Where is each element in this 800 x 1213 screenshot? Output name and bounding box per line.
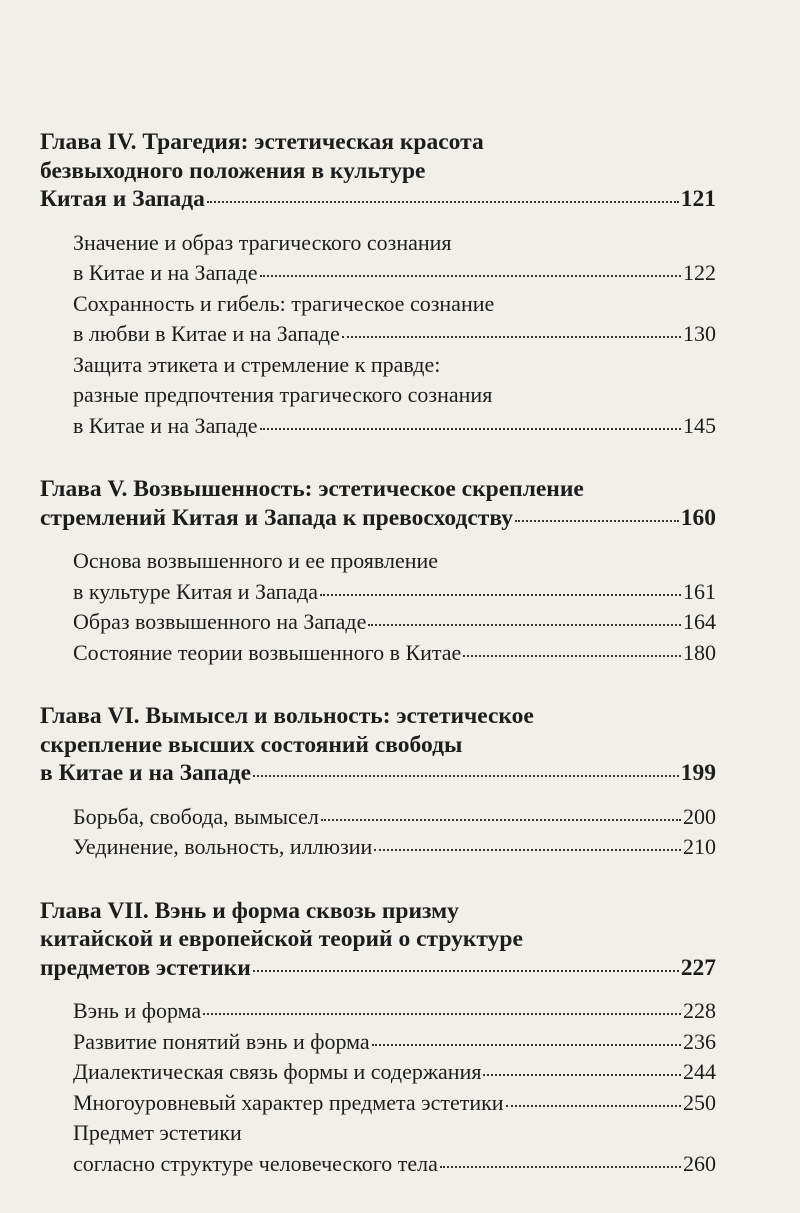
- section-title-text: в Китае и на Западе: [73, 412, 258, 438]
- dot-leader: [515, 519, 679, 522]
- page-number: 228: [683, 998, 716, 1023]
- section-entry: [73, 1027, 716, 1058]
- section-title-line: Основа возвышенного и ее проявление: [73, 548, 439, 573]
- chapter-entry: [40, 702, 716, 863]
- page-number: 121: [680, 186, 716, 212]
- section-title-text: Состояние теории возвышенного в Китае: [73, 639, 462, 665]
- dot-leader: [260, 274, 681, 277]
- section-title-line: Сохранность и гибель: трагическое сознание: [73, 290, 495, 316]
- section-entry: [73, 638, 716, 669]
- section-title-text: согласно структуре человеческого тела: [73, 1150, 438, 1176]
- chapter-title-text: в Китае и на Западе: [40, 760, 252, 786]
- dot-leader: [203, 1012, 681, 1015]
- chapter-title-text: Китая и Запада: [40, 186, 205, 212]
- section-title-text: Развитие понятий вэнь и форма: [73, 1028, 370, 1054]
- dot-leader: [260, 427, 681, 430]
- section-title-text: Вэнь и форма: [73, 998, 202, 1023]
- section-title-text: Уединение, вольность, иллюзии: [73, 834, 373, 859]
- chapter-title-last-line: [40, 504, 716, 533]
- chapter-title-line: Глава VII. Вэнь и форма сквозь призму: [40, 897, 459, 924]
- page-number: 160: [680, 504, 716, 531]
- page-number: 244: [683, 1059, 716, 1084]
- section-title-last-line: [73, 1149, 716, 1180]
- section-title-line: Защита этикета и стремление к правде:: [73, 351, 441, 377]
- page-number: 200: [683, 803, 716, 829]
- chapter-title-line: безвыходного положения в культуре: [40, 157, 426, 184]
- page-number: 227: [680, 954, 716, 981]
- page-number: 164: [683, 609, 716, 634]
- dot-leader: [506, 1104, 681, 1107]
- section-title-last-line: [73, 1027, 716, 1058]
- page-number: 250: [683, 1089, 716, 1115]
- dot-leader: [253, 969, 679, 972]
- section-list: [40, 228, 716, 442]
- page-number: 260: [683, 1150, 716, 1176]
- dot-leader: [440, 1165, 681, 1168]
- section-entry: [73, 607, 716, 638]
- section-title-text: в культуре Китая и Запада: [73, 578, 319, 604]
- page-number: 122: [683, 260, 716, 285]
- section-title-last-line: [73, 411, 716, 442]
- section-list: [40, 802, 716, 863]
- dot-leader: [374, 848, 681, 851]
- page-number: 161: [683, 578, 716, 604]
- chapter-title-last-line: [40, 759, 716, 788]
- chapter-entry: [40, 475, 716, 668]
- section-title-last-line: [73, 319, 716, 350]
- chapter-title-line: Глава V. Возвышенность: эстетическое скрепление: [40, 476, 584, 502]
- page-number: 199: [680, 760, 716, 786]
- page-number: 180: [683, 639, 716, 665]
- section-list: [40, 996, 716, 1179]
- section-title-line: разные предпочтения трагического сознания: [73, 382, 493, 407]
- section-title-last-line: [73, 577, 716, 608]
- dot-leader: [253, 774, 679, 777]
- section-entry: [73, 802, 716, 833]
- page-number: 236: [683, 1028, 716, 1054]
- chapter-title-line: китайской и европейской теорий о структуре: [40, 926, 523, 952]
- section-entry: [73, 832, 716, 863]
- section-entry: [73, 289, 716, 350]
- section-title-last-line: [73, 996, 716, 1027]
- chapter-title-text: предметов эстетики: [40, 954, 251, 981]
- table-of-contents: [40, 128, 716, 1213]
- section-entry: [73, 350, 716, 442]
- section-entry: [73, 1118, 716, 1179]
- section-list: [40, 546, 716, 668]
- chapter-entry: [40, 897, 716, 1180]
- section-title-last-line: [73, 832, 716, 863]
- dot-leader: [372, 1043, 681, 1046]
- section-title-line: Значение и образ трагического сознания: [73, 229, 452, 255]
- chapter-entry: [40, 128, 716, 441]
- chapter-title-line: Глава VI. Вымысел и вольность: эстетическое: [40, 703, 534, 729]
- dot-leader: [368, 623, 681, 626]
- chapter-title-last-line: [40, 954, 716, 983]
- section-title-text: в любви в Китае и на Западе: [73, 321, 340, 346]
- page-number: 130: [683, 321, 716, 346]
- section-title-last-line: [73, 1057, 716, 1088]
- section-title-last-line: [73, 1088, 716, 1119]
- section-entry: [73, 996, 716, 1027]
- section-title-text: Диалектическая связь формы и содержания: [73, 1059, 482, 1084]
- section-title-last-line: [73, 638, 716, 669]
- dot-leader: [207, 200, 679, 203]
- section-title-text: Образ возвышенного на Западе: [73, 609, 367, 634]
- section-title-text: Многоуровневый характер предмета эстетики: [73, 1089, 504, 1115]
- chapter-title-line: Глава IV. Трагедия: эстетическая красота: [40, 129, 484, 155]
- dot-leader: [483, 1073, 681, 1076]
- dot-leader: [320, 593, 681, 596]
- page-number: 210: [683, 834, 716, 859]
- dot-leader: [342, 335, 681, 338]
- section-title-text: в Китае и на Западе: [73, 260, 258, 285]
- section-title-text: Борьба, свобода, вымысел: [73, 803, 319, 829]
- section-title-line: Предмет эстетики: [73, 1120, 242, 1145]
- chapter-title-text: стремлений Китая и Запада к превосходству: [40, 504, 513, 531]
- dot-leader: [463, 654, 681, 657]
- section-entry: [73, 228, 716, 289]
- chapter-title-last-line: [40, 185, 716, 214]
- chapter-title-line: скрепление высших состояний свободы: [40, 731, 463, 758]
- page-number: 145: [683, 412, 716, 438]
- section-entry: [73, 1088, 716, 1119]
- section-entry: [73, 1057, 716, 1088]
- dot-leader: [321, 818, 681, 821]
- section-entry: [73, 546, 716, 607]
- section-title-last-line: [73, 802, 716, 833]
- section-title-last-line: [73, 258, 716, 289]
- section-title-last-line: [73, 607, 716, 638]
